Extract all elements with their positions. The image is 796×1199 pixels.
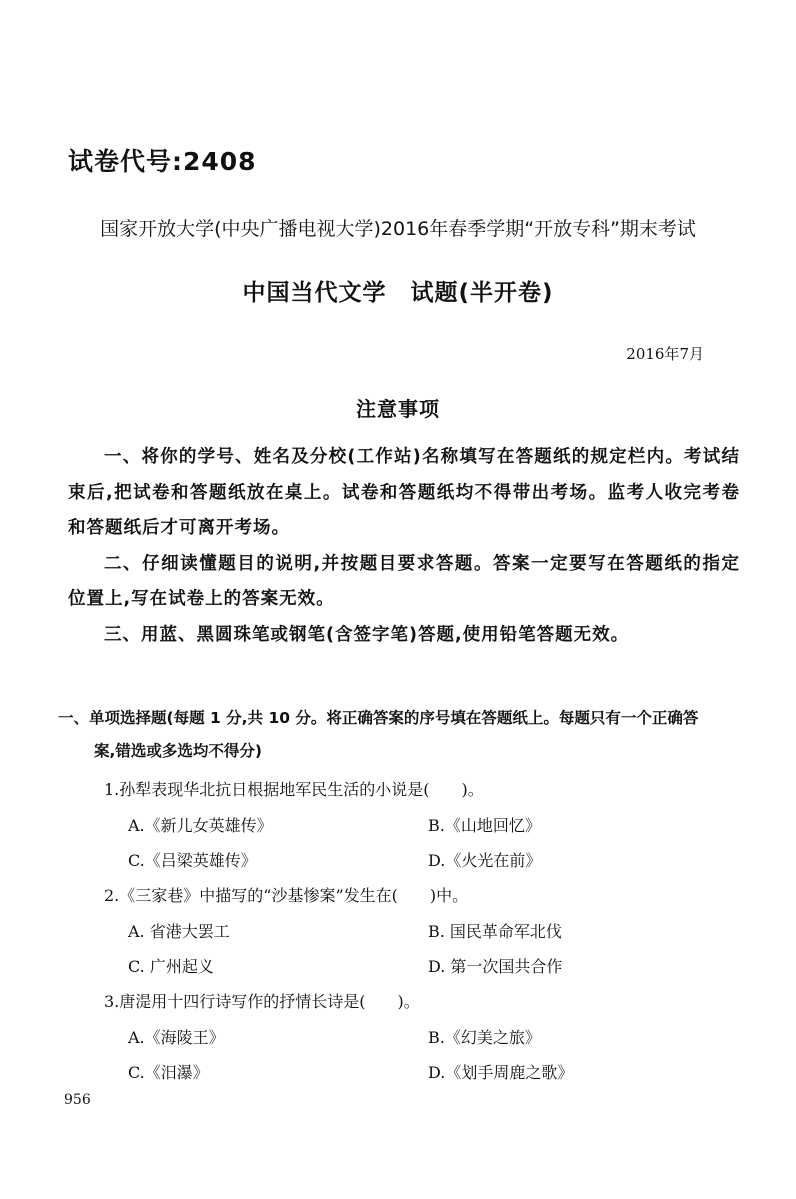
question-1-stem: 1.孙犁表现华北抗日根据地军民生活的小说是( )。 [104,780,484,799]
question-1-option-c: C.《吕梁英雄传》 [128,851,257,870]
notice-list [68,440,740,653]
question-2-stem: 2.《三家巷》中描写的“沙基惨案”发生在( )中。 [104,886,469,905]
notice-item: 二、仔细读懂题目的说明,并按题目要求答题。答案一定要写在答题纸的指定位置上,写在试卷上的答案无效。 [68,553,740,609]
question-2-option-a: A. 省港大罢工 [128,922,230,941]
exam-title: 中国当代文学 试题(半开卷) [242,280,554,306]
question-3-stem: 3.唐湜用十四行诗写作的抒情长诗是( )。 [104,992,420,1011]
notice-item: 三、用蓝、黑圆珠笔或钢笔(含签字笔)答题,使用铅笔答题无效。 [104,624,630,645]
question-1-option-d: D.《火光在前》 [428,851,542,870]
exam-date: 2016年7月 [626,345,704,363]
question-2-option-b: B. 国民革命军北伐 [428,922,562,941]
question-1-option-b: B.《山地回忆》 [428,816,541,835]
page-number: 956 [64,1092,91,1108]
question-3-option-b: B.《幻美之旅》 [428,1028,541,1047]
section-heading-line-1: 一、单项选择题(每题 1 分,共 10 分。将正确答案的序号填在答题纸上。每题只有一个正确答 [58,709,699,727]
question-3-option-c: C.《汨瀑》 [128,1063,209,1082]
exam-name: 国家开放大学(中央广播电视大学)2016年春季学期“开放专科”期末考试 [100,218,696,240]
notice-item: 一、将你的学号、姓名及分校(工作站)名称填写在答题纸的规定栏内。考试结束后,把试卷和答题纸放在桌上。试卷和答题纸均不得带出考场。监考人收完考卷和答题纸后才可离开考场。 [68,447,740,538]
section-heading [58,702,738,768]
section-heading-line-2: 案,错选或多选均不得分) [94,742,262,760]
question-1-option-a: A.《新儿女英雄传》 [128,816,273,835]
paper-code: 试卷代号:2408 [68,147,257,176]
question-2-option-d: D. 第一次国共合作 [428,957,563,976]
notice-heading: 注意事项 [356,397,440,421]
question-3-option-a: A.《海陵王》 [128,1028,225,1047]
question-3-option-d: D.《划手周鹿之歌》 [428,1063,574,1082]
question-2-option-c: C. 广州起义 [128,957,214,976]
